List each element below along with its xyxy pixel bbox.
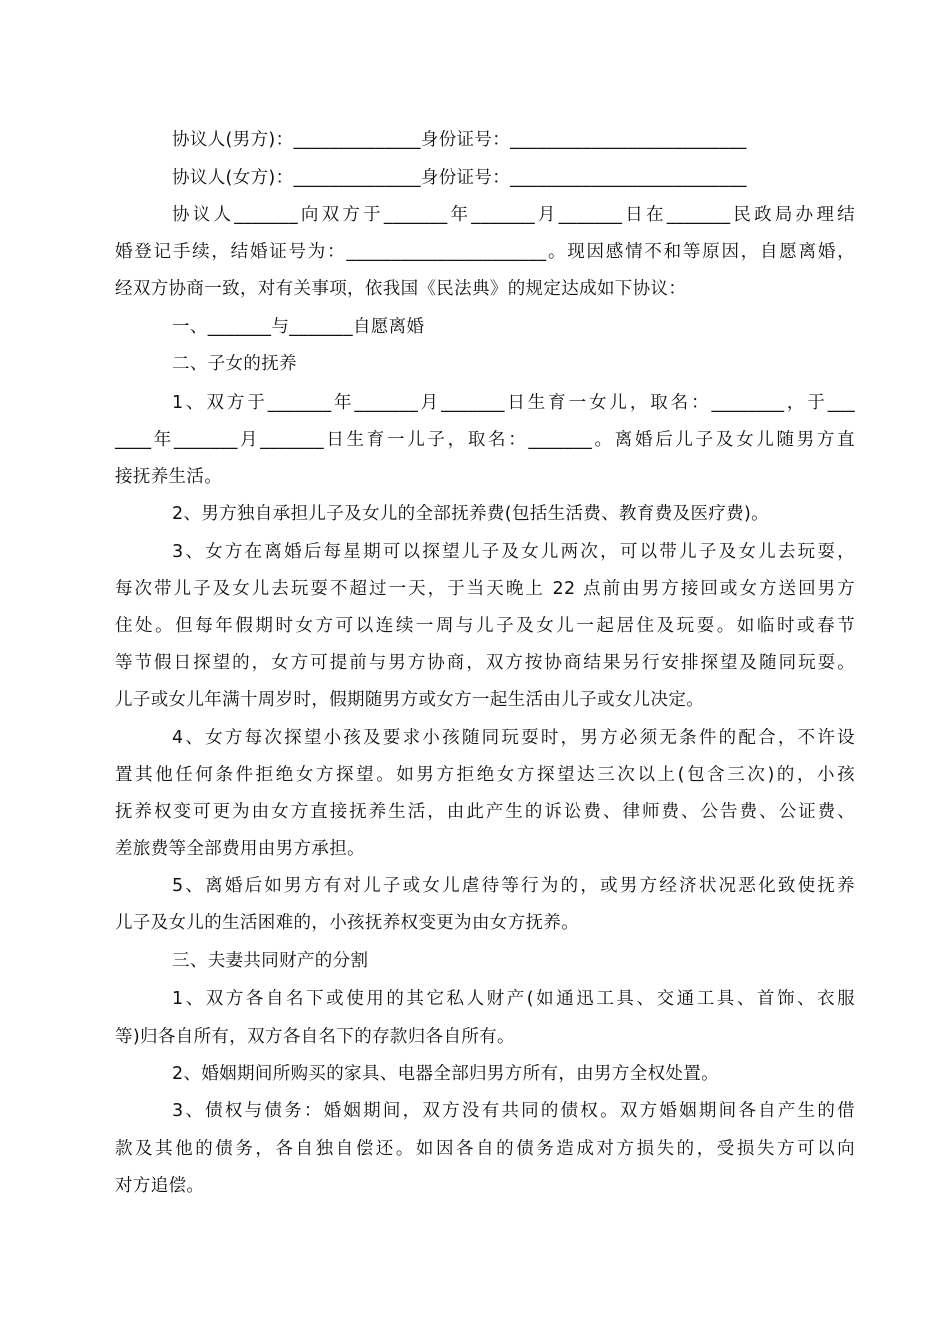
paragraph-line: 接抚养生活。 <box>115 467 223 487</box>
paragraph-line: 儿子或女儿年满十周岁时，假期随男方或女方一起生活由儿子或女儿决定。 <box>115 690 705 710</box>
paragraph-line: 2、婚姻期间所购买的家具、电器全部归男方所有，由男方全权处置。 <box>172 1064 719 1084</box>
paragraph-line: 1、双方各自名下或使用的其它私人财产(如通迅工具、交通工具、首饰、衣服 <box>172 989 855 1009</box>
paragraph-line: 3、债权与债务：婚姻期间，双方没有共同的债权。双方婚姻期间各自产生的借 <box>172 1101 855 1121</box>
paragraph-line: 差旅费等全部费用由男方承担。 <box>115 839 365 859</box>
male-party-id-line: 协议人(男方)：______________身份证号：__________________________ <box>172 130 747 150</box>
paragraph-line: 经双方协商一致，对有关事项，依我国《民法典》的规定达成如下协议： <box>115 279 687 299</box>
paragraph-line: 1、双方于_______年_______月_______日生育一女儿，取名：________，于___ <box>172 393 855 413</box>
female-party-id-line: 协议人(女方)：______________身份证号：__________________________ <box>172 168 747 188</box>
paragraph-line: 等)归各自所有，双方各自名下的存款归各自所有。 <box>115 1027 515 1047</box>
paragraph-line: 4、女方每次探望小孩及要求小孩随同玩耍时，男方必须无条件的配合，不许设 <box>172 728 855 748</box>
section-heading: 三、夫妻共同财产的分割 <box>172 951 369 971</box>
paragraph-line: 住处。但每年假期时女方可以连续一周与儿子及女儿一起居住及玩耍。如临时或春节 <box>115 616 855 636</box>
paragraph-line: 对方追偿。 <box>115 1176 205 1196</box>
paragraph-line: 每次带儿子及女儿去玩耍不超过一天，于当天晚上 22 点前由男方接回或女方送回男方 <box>115 579 855 599</box>
paragraph-line: 置其他任何条件拒绝女方探望。如男方拒绝女方探望达三次以上(包含三次)的，小孩 <box>115 765 855 785</box>
paragraph-line: 协议人_______向双方于_______年_______月_______日在_______民政局办理结 <box>172 205 855 225</box>
paragraph-line: 儿子及女儿的生活困难的，小孩抚养权变更为由女方抚养。 <box>115 913 580 933</box>
paragraph-line: 婚登记手续，结婚证号为：______________________。现因感情不和等原因，自愿离婚， <box>115 242 855 262</box>
paragraph-line: 抚养权变可更为由女方直接抚养生活，由此产生的诉讼费、律师费、公告费、公证费、 <box>115 802 855 822</box>
paragraph-line: 款及其他的债务，各自独自偿还。如因各自的债务造成对方损失的，受损失方可以向 <box>115 1139 855 1159</box>
section-heading: 一、_______与_______自愿离婚 <box>172 317 425 337</box>
paragraph-line: 等节假日探望的，女方可提前与男方协商，双方按协商结果另行安排探望及随同玩耍。 <box>115 653 855 673</box>
paragraph-line: 3、女方在离婚后每星期可以探望儿子及女儿两次，可以带儿子及女儿去玩耍， <box>172 542 855 562</box>
section-heading: 二、子女的抚养 <box>172 354 297 374</box>
paragraph-line: 5、离婚后如男方有对儿子或女儿虐待等行为的，或男方经济状况恶化致使抚养 <box>172 876 855 896</box>
paragraph-line: 2、男方独自承担儿子及女儿的全部抚养费(包括生活费、教育费及医疗费)。 <box>172 504 770 524</box>
paragraph-line: ____年_______月_______日生育一儿子，取名：_______。离婚后儿子及女儿随男方直 <box>115 430 855 450</box>
